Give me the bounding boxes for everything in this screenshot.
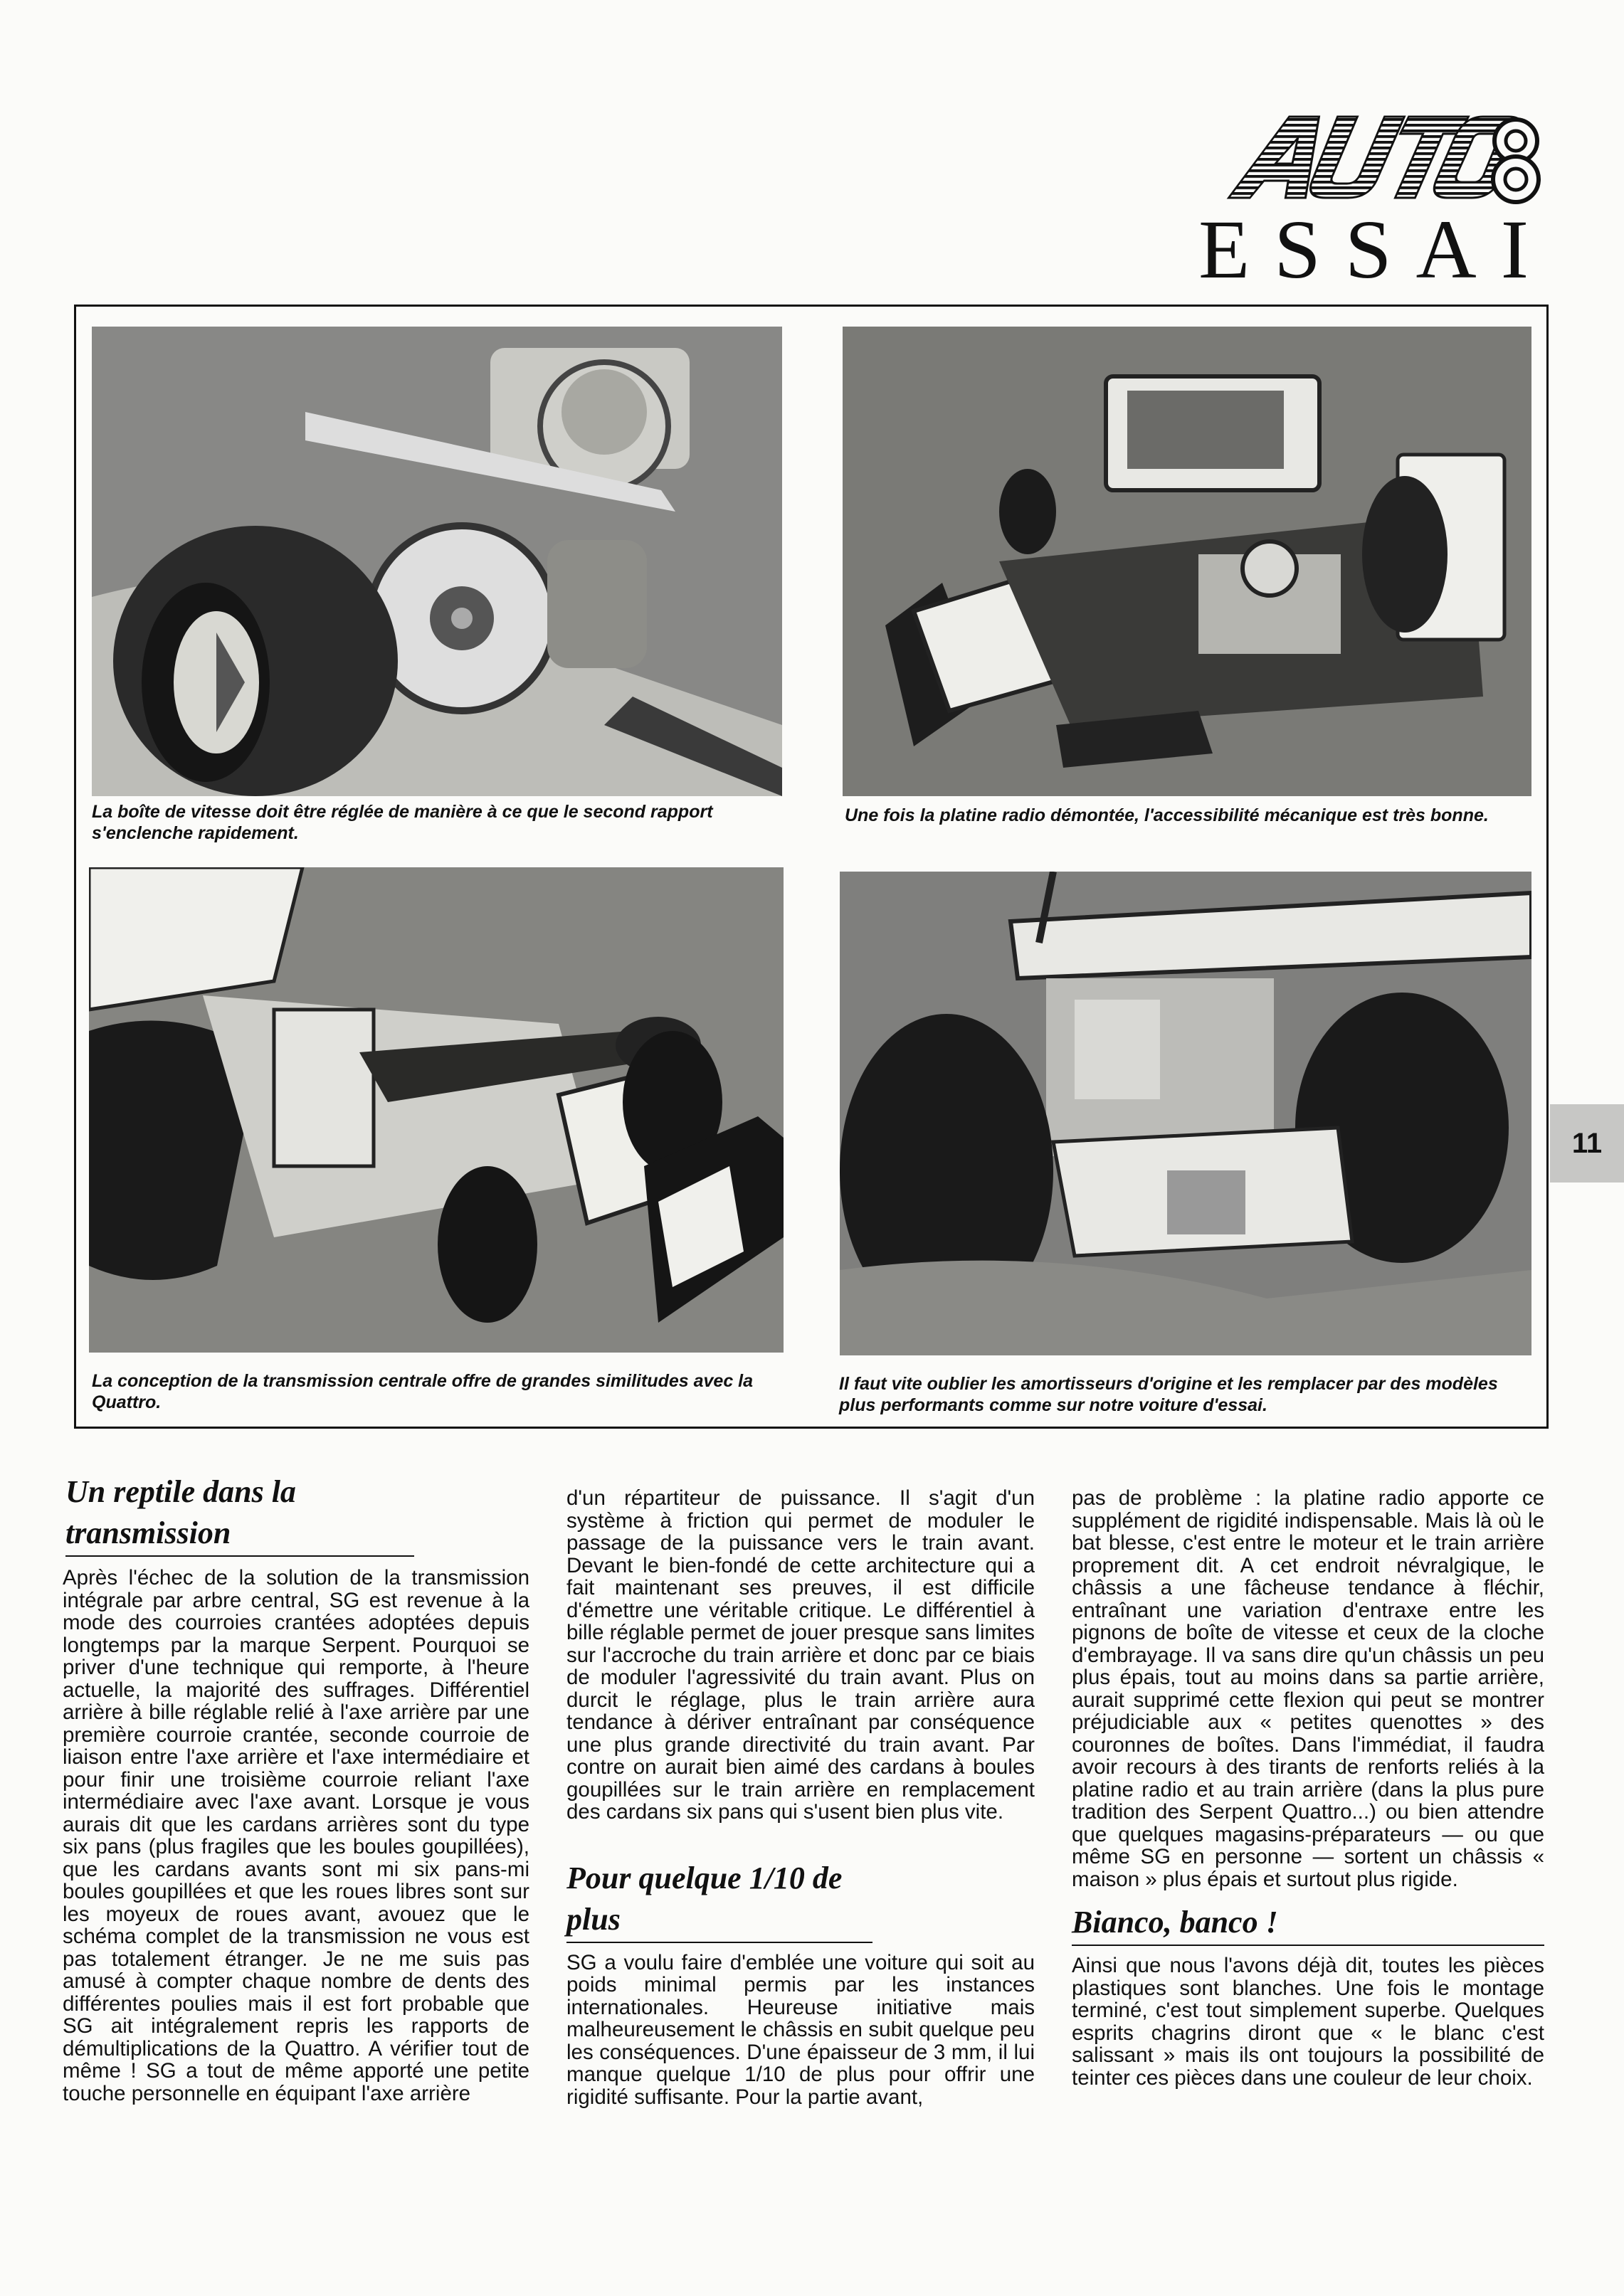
- photo-caption: Une fois la platine radio démontée, l'accessibilité mécanique est très bonne.: [845, 805, 1489, 825]
- section-title: ESSAI: [1198, 203, 1553, 296]
- article-paragraph: SG a voulu faire d'emblée une voiture qui soit au poids minimal permis par les instances internationales. Heureuse initiative mais malheureusement le châssis en subit quelque peu les conséquences. D'une épaisseur de 3 mm, il lui manque quelque 1/10 de plus pour offrir une rigidité suffisante. Pour la partie avant,: [566, 1950, 1035, 2109]
- section-heading: Bianco, banco !: [1072, 1902, 1544, 1946]
- section-heading: Un reptile dans la transmission: [65, 1471, 414, 1557]
- article-paragraph: pas de problème : la platine radio apporte ce supplément de rigidité indispensable. Mais là où le bat blesse, c'est entre le moteur et le train arrière proprement dit. A cet endroit névralgique, le châssis a une fâcheuse tendance à fléchir, entraînant une variation d'entraxe entre les pignons de boîte de vitesse et ceux de la cloche d'embrayage. Il va sans dire qu'un châssis un peu plus épais, tout au moins dans sa partie arrière, aurait supprimé cette flexion qui peut se montrer préjudiciable aux « petites quenottes » des couronnes de boîtes. Dans l'immédiat, il faudra avoir recours à des tirants de renforts reliés à la platine radio et au train arrière (dans la plus pure tradition des Serpent Quattro...) ou bien attendre que quelques magasins-préparateurs — ou que même SG en personne — sortent un châssis « maison » plus épais et surtout plus rigide.: [1072, 1486, 1544, 1891]
- article-paragraph: Après l'échec de la solution de la transmission intégrale par arbre central, SG est revenue à la mode des courroies crantées adoptées depuis longtemps par la marque Serpent. Pourquoi se priver d'une technique qui remporte, à l'heure actuelle, la majorité des suffrages. Différentiel arrière à bille réglable relié à l'axe arrière par une première courroie crantée, seconde courroie de liaison entre l'axe arrière et l'axe intermédiaire et pour finir une troisième courroie reliant l'axe intermédiaire avec l'axe avant. Lorsque je vous aurais dit que les cardans arrières sont du type six pans (plus fragiles que les boules goupillées), que les cardans avants sont mi six pans-mi boules goupillées et que les roues libres sont sur les moyeux de roues avant, avouez que le schéma complet de la transmission ne vous est pas totalement étranger. Je ne me suis pas amusé à compter chaque nombre de dents des différentes poulies mais il est fort probable que SG ait intégralement repris les rapports de démultiplications de la Quattro. A vérifier tout de même ! SG a tout de même apporté une petite touche personnelle en équipant l'axe arrière: [63, 1566, 529, 2105]
- rear-axle-photo: [840, 872, 1531, 1355]
- article-paragraph: d'un répartiteur de puissance. Il s'agit d'un système à friction qui permet de moduler le passage de la puissance vers le train avant. Devant le bien-fondé de cette architecture qui a fait maintenant ses preuves, il est difficile d'émettre une véritable critique. Le différentiel à bille réglable permet de jouer presque sans limites sur l'accroche du train arrière et donc par ce biais de moduler l'agressivité du train avant. Plus on durcit le réglage, plus le train arrière aura tendance à dériver entraînant par conséquence une plus grande directivité du train avant. Par contre on aurait bien aimé des cardans à boules goupillées sur le train arrière en remplacement des cardans six pans qui s'usent bien plus vite.: [566, 1486, 1035, 1824]
- photo-caption: Il faut vite oublier les amortisseurs d'origine et les remplacer par des modèles plus performants comme sur notre voiture d'essai.: [839, 1374, 1498, 1415]
- chassis-photo: [843, 327, 1531, 796]
- transmission-photo: [89, 867, 784, 1353]
- page-number: 11: [1550, 1104, 1624, 1183]
- photo-gallery: [74, 305, 1549, 1429]
- auto8-logo: [1223, 107, 1550, 206]
- photo-caption: La boîte de vitesse doit être réglée de manière à ce que le second rapport s'enclenche rapidement.: [92, 802, 713, 843]
- article-column-2: [566, 1487, 1035, 2108]
- article-column-1: [63, 1471, 529, 2105]
- article-column-3: [1072, 1487, 1544, 2089]
- gearbox-photo: [92, 327, 782, 796]
- section-heading: Pour quelque 1/10 de plus: [566, 1858, 872, 1943]
- article-paragraph: Ainsi que nous l'avons déjà dit, toutes les pièces plastiques sont blanches. Une fois le montage terminé, c'est tout simplement superbe. Quelques esprits chagrins diront que « le blanc c'est salissant » mais ils ont toujours la possibilité de teinter ces pièces dans une couleur de leur choix.: [1072, 1954, 1544, 2090]
- photo-caption: La conception de la transmission centrale offre de grandes similitudes avec la Quattro.: [92, 1371, 754, 1412]
